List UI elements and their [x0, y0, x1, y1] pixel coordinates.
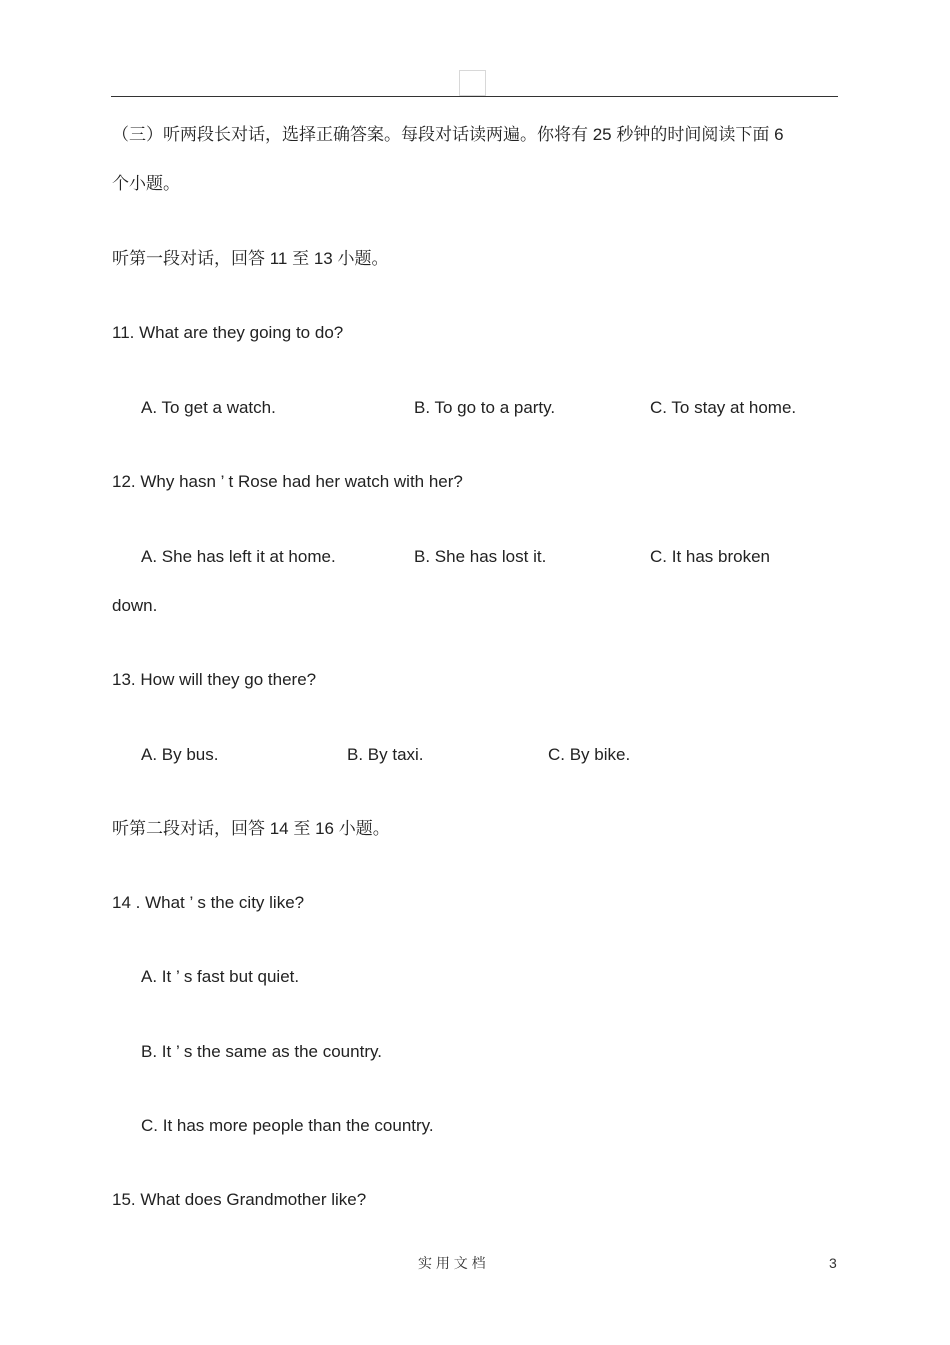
q12-option-a: A. She has left it at home.	[141, 547, 336, 566]
section-intro-line-2: 个小题。	[112, 174, 180, 193]
q11-option-a: A. To get a watch.	[141, 398, 276, 417]
q12-option-c: C. It has broken	[650, 547, 771, 566]
q12-option-b: B. She has lost it.	[414, 547, 547, 566]
q14-option-a: A. It ’ s fast but quiet.	[141, 967, 300, 986]
header-mark	[459, 70, 486, 96]
dialogue-2-instruction: 听第二段对话，回答 14 至 16 小题。	[112, 819, 390, 838]
q11-option-b: B. To go to a party.	[414, 398, 556, 417]
page-number: 3	[829, 1255, 837, 1271]
header-rule	[111, 96, 838, 97]
question-11: 11. What are they going to do?	[112, 323, 344, 342]
q13-option-b: B. By taxi.	[347, 745, 424, 764]
question-14: 14 . What ’ s the city like?	[112, 893, 305, 912]
q11-option-c: C. To stay at home.	[650, 398, 797, 417]
question-12: 12. Why hasn ’ t Rose had her watch with her?	[112, 472, 463, 491]
question-15: 15. What does Grandmother like?	[112, 1190, 367, 1209]
question-13: 13. How will they go there?	[112, 670, 317, 689]
section-intro-line-1: （三）听两段长对话，选择正确答案。每段对话读两遍。你将有 25 秒钟的时间阅读下面 6	[112, 125, 784, 144]
q12-option-c-continued: down.	[112, 596, 158, 615]
q14-option-b: B. It ’ s the same as the country.	[141, 1042, 382, 1061]
q13-option-c: C. By bike.	[548, 745, 631, 764]
footer-title: 实 用 文 档	[418, 1255, 486, 1271]
dialogue-1-instruction: 听第一段对话，回答 11 至 13 小题。	[112, 249, 389, 268]
q14-option-c: C. It has more people than the country.	[141, 1116, 434, 1135]
q13-option-a: A. By bus.	[141, 745, 219, 764]
